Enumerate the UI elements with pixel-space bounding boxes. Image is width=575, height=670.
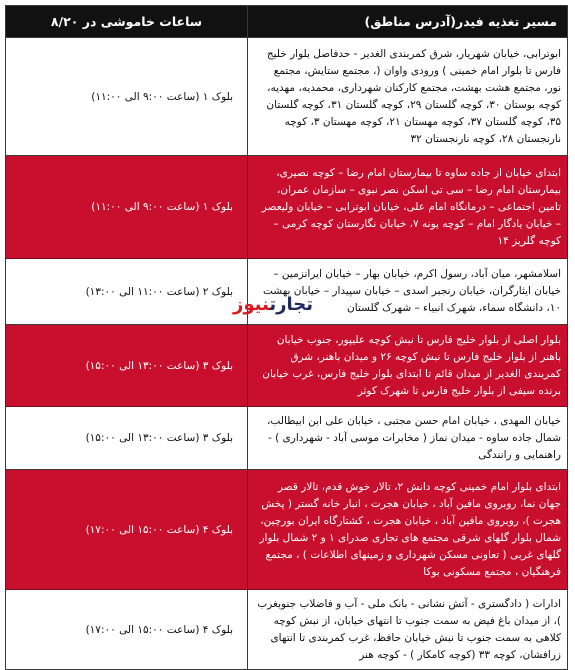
time-cell: بلوک ۱ (ساعت ۹:۰۰ الی ۱۱:۰۰) [6, 156, 248, 259]
table-row [6, 325, 568, 407]
time-cell: بلوک ۲ (ساعت ۱۱:۰۰ الی ۱۳:۰۰) [6, 259, 248, 325]
time-cell: بلوک ۳ (ساعت ۱۳:۰۰ الی ۱۵:۰۰) [6, 407, 248, 470]
route-cell: ادارات ( دادگستری - آتش نشانی - بانک ملی - آب و فاضلاب جنوبغرب )، از میدان باغ فیض به سمت جنوب تا انتهای خیابان، از نبش کوچه کلاهی به سمت جنوب تا نبش خیابان حافظ، غرب کمربندی تا انتهای زرافشان، کوچه ۳۳ (کوچه کامکار ) - کوچه هنر [248, 590, 568, 670]
table-row [6, 38, 568, 156]
route-cell: ابتدای بلوار امام خمینی کوچه دانش ۲، تالار خوش قدم، تالار قصر جهان نما، روبروی مافین آباد ، خیابان هجرت ، انبار خانه گستر ( پخش هجرت )، روبروی مافین آباد ، خیابان هجرت ، کشتارگاه ایران بورچین، شمال بلوار گلهای شرقی مجتمع های تجاری صدرای ۱ و ۲ شمال بلوار گلهای غربی ( تعاونی مسکن شهرداری و زمینهای اطلاعات ) ، مجتمع فرهنگیان ، مجتمع مسکونی بوکا [248, 470, 568, 590]
route-cell: خیابان المهدی ، خیابان امام حسن مجتبی ، خیابان علی ابن ابیطالب، شمال جاده ساوه - میدان نماز ( مخابرات موسی آباد - شهرداری ) - راهنمایی و رانندگی [248, 407, 568, 470]
logo-part-1: تجارت [269, 294, 313, 315]
time-cell: بلوک ۴ (ساعت ۱۵:۰۰ الی ۱۷:۰۰) [6, 590, 248, 670]
time-cell: بلوک ۳ (ساعت ۱۳:۰۰ الی ۱۵:۰۰) [6, 325, 248, 407]
table-header-row [6, 6, 568, 38]
logo-part-2: نیوز [233, 294, 270, 315]
route-cell: ابتدای خیابان از جاده ساوه تا بیمارستان امام رضا – کوچه نصیری، بیمارستان امام رضا – سی تی اسکن نصر نبوی – سازمان عمران، تامین اجتماعی – درمانگاه امام علی، خیابان ابوترابی – خیابان ولیعصر – خیابان یادگار امام – کوچه یونه ۷، خیابان نگارستان کوچه کرمی – کوچه گلریز ۱۴ [248, 156, 568, 259]
route-cell: ابوترابی، خیابان شهریار، شرق کمربندی الغدیر - حدفاصل بلوار خلیج فارس تا بلوار امام خمینی ) ورودی واوان (، مجتمع ستایش، مجتمع نور، مجتمع هشت بهشت، مجتمع کارکنان شهرداری، محمدیه، مهدیه، کوچه بوستان ۳۰، کوچه گلستان ۲۹، کوچه گلستان ۳۱، کوچه گلستان ۳۵، کوچه گلستان ۳۷، کوچه مهستان ۲۱، کوچه مهستان ۳، کوچه نارنجستان ۲۸، کوچه نارنجستان ۳۲ [248, 38, 568, 156]
route-cell: بلوار اصلی از بلوار خلیج فارس تا نبش کوچه علیپور، جنوب خیابان باهنر از بلوار خلیج فارس تا نبش کوچه ۲۶ و میدان باهنر، شرق کمربندی الغدیر از میدان قائم تا ابتدای بلوار خلیج فارس، غرب خیابان برنده سیفی از بلوار خلیج فارس تا شهرک کوثر [248, 325, 568, 407]
table-row [6, 156, 568, 259]
news-logo [233, 296, 313, 314]
route-cell: اسلامشهر، میان آباد، رسول اکرم، خیابان بهار – خیابان ایرانزمین – خیابان ایثارگران، خیابان رنجبر اسدی – خیابان سپیدار – خیابان بهشت ۱۰، دانشگاه سماء، شهرک انبیاء – شهرک گلستان [248, 259, 568, 325]
table-row [6, 590, 568, 670]
table-row [6, 407, 568, 470]
outage-schedule-table [5, 5, 568, 670]
table-row [6, 470, 568, 590]
time-cell: بلوک ۱ (ساعت ۹:۰۰ الی ۱۱:۰۰) [6, 38, 248, 156]
time-column-header: ساعات خاموشی در ۸/۲۰ [6, 6, 248, 38]
route-column-header: مسیر تغذیه فیدر(آدرس مناطق) [248, 6, 568, 38]
time-cell: بلوک ۴ (ساعت ۱۵:۰۰ الی ۱۷:۰۰) [6, 470, 248, 590]
